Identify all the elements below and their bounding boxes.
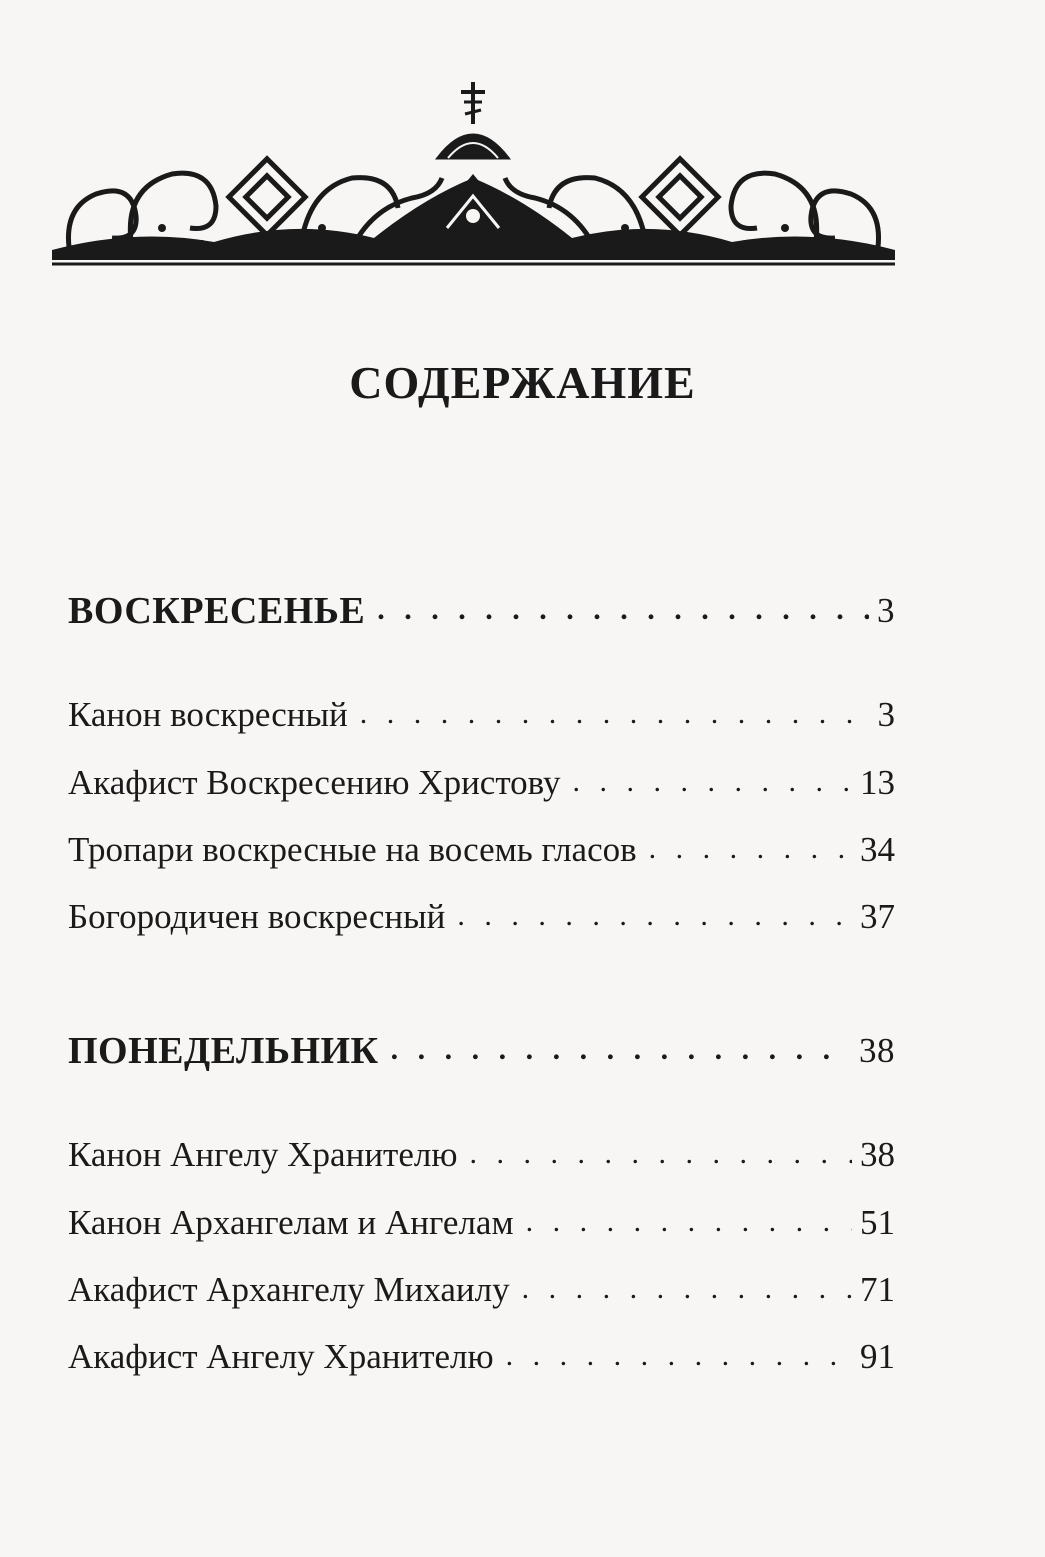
toc-item: [68, 1263, 895, 1311]
orthodox-cross-knotwork-ornament-icon: [52, 78, 895, 270]
toc-page-number: 3: [877, 591, 895, 630]
toc-leader-dots: [573, 764, 853, 804]
toc-item-label: Акафист Архангелу Михаилу: [68, 1270, 510, 1309]
toc-item-label: Канон Ангелу Хранителю: [68, 1135, 458, 1174]
toc-item-label: Канон воскресный: [68, 695, 348, 734]
toc-item-label: Канон Архангелам и Ангелам: [68, 1203, 514, 1242]
toc-item: [68, 1196, 895, 1244]
toc-item: [68, 1128, 895, 1176]
toc-page-number: 71: [860, 1270, 895, 1309]
toc-section-label: ПОНЕДЕЛЬНИК: [68, 1030, 379, 1072]
toc-item: [68, 1330, 895, 1378]
toc-item-label: Богородичен воскресный: [68, 897, 446, 936]
toc-leader-dots: [457, 898, 852, 938]
toc-page-number: 51: [860, 1203, 895, 1242]
toc-page-number: 37: [860, 897, 895, 936]
toc-item-label: Тропари воскресные на восемь гласов: [68, 830, 637, 869]
toc-page-number: 38: [860, 1135, 895, 1174]
toc-page-number: 38: [859, 1031, 895, 1070]
toc-page-number: 3: [877, 695, 895, 734]
toc-leader-dots: [506, 1338, 852, 1378]
page-title: СОДЕРЖАНИЕ: [349, 357, 696, 408]
toc-leader-dots: [391, 1032, 851, 1072]
toc-leader-dots: [377, 592, 869, 632]
toc-page-number: 13: [860, 763, 895, 802]
toc-item: [68, 823, 895, 871]
toc-section-label: ВОСКРЕСЕНЬЕ: [68, 590, 366, 632]
toc-item: [68, 890, 895, 938]
toc-item-label: Акафист Ангелу Хранителю: [68, 1337, 494, 1376]
toc-leader-dots: [649, 831, 852, 871]
toc-item: [68, 756, 895, 804]
toc-page-number: 91: [860, 1337, 895, 1376]
toc-leader-dots: [522, 1271, 852, 1311]
toc-section-sunday: [68, 584, 895, 632]
toc-item: [68, 688, 895, 736]
toc-section-monday: [68, 1024, 895, 1072]
toc-page-number: 34: [860, 830, 895, 869]
toc-leader-dots: [526, 1204, 852, 1244]
toc-leader-dots: [360, 696, 870, 736]
toc-item-label: Акафист Воскресению Христову: [68, 763, 561, 802]
toc-leader-dots: [470, 1136, 853, 1176]
